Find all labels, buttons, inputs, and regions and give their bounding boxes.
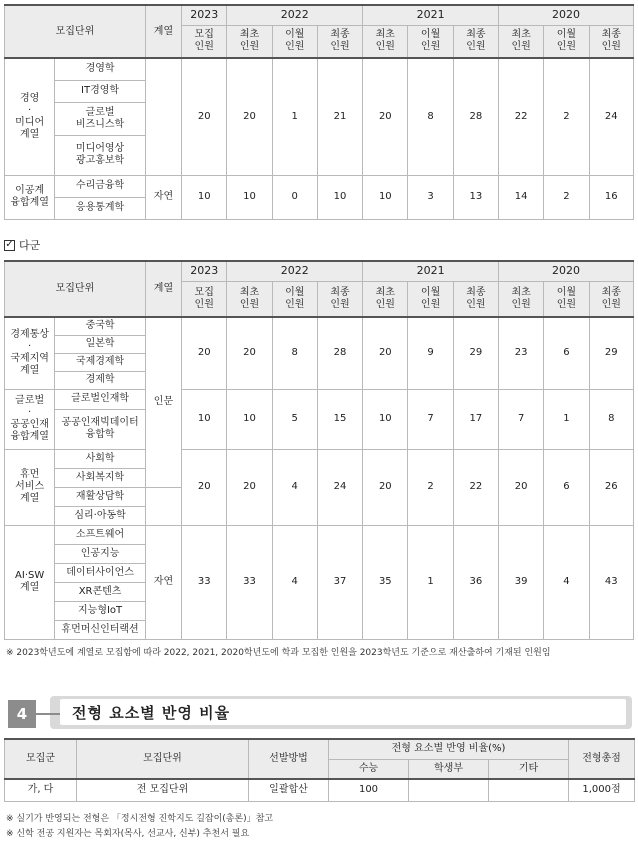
header-field: 계열 (145, 5, 181, 58)
major-cell: 국제경제학 (55, 353, 146, 371)
header-total: 전형총점 (569, 739, 635, 779)
value-cell: 20 (227, 449, 272, 525)
value-cell: 10 (182, 389, 227, 449)
value-cell: 22 (453, 449, 498, 525)
value-cell: 20 (227, 58, 272, 175)
header-recruit: 모집 인원 (182, 281, 227, 317)
value-cell: 37 (317, 525, 362, 639)
recruitment-table-da (4, 260, 634, 640)
value-cell: 24 (589, 58, 633, 175)
row-method: 일괄합산 (249, 779, 329, 801)
major-cell: 데이터사이언스 (55, 563, 146, 582)
value-cell: 16 (589, 175, 633, 219)
value-cell: 6 (544, 317, 589, 389)
note-recount: ※ 2023학년도에 계열로 모집함에 따라 2022, 2021, 2020학년도에 학과 모집한 인원을 2023학년도 기준으로 재산출하여 기재된 인원임 (6, 648, 551, 658)
value-cell: 5 (272, 389, 317, 449)
row-record (409, 779, 489, 801)
value-cell: 20 (499, 449, 544, 525)
row-unit: 전 모집단위 (77, 779, 249, 801)
header-initial: 최초 인원 (499, 281, 544, 317)
value-cell: 20 (363, 449, 408, 525)
major-cell: 글로벌 비즈니스학 (55, 102, 146, 135)
value-cell: 20 (182, 317, 227, 389)
major-cell: 사회학 (55, 449, 146, 468)
field-cell (145, 58, 181, 175)
value-cell: 4 (544, 525, 589, 639)
header-carry: 이월 인원 (408, 281, 453, 317)
ratio-table (4, 738, 635, 802)
header-year-2023: 2023 (182, 5, 227, 25)
major-cell: 응용통계학 (55, 197, 146, 219)
header-field: 계열 (145, 261, 181, 317)
value-cell: 2 (544, 58, 589, 175)
value-cell: 10 (363, 389, 408, 449)
header-year-2020: 2020 (499, 5, 634, 25)
major-cell: 수리금융학 (55, 175, 146, 197)
header-final: 최종 인원 (589, 25, 633, 58)
value-cell: 33 (182, 525, 227, 639)
value-cell: 8 (589, 389, 633, 449)
header-unit: 모집단위 (5, 5, 146, 58)
section-label-da (4, 237, 40, 253)
row-group: 가, 다 (5, 779, 77, 801)
major-cell: 공공인재빅데이터 융합학 (55, 409, 146, 449)
value-cell: 39 (499, 525, 544, 639)
value-cell: 20 (363, 58, 408, 175)
header-final: 최종 인원 (453, 25, 498, 58)
section-label-text: 다군 (19, 239, 41, 252)
value-cell: 1 (272, 58, 317, 175)
header-year-2022: 2022 (227, 5, 363, 25)
header-recruit: 모집 인원 (182, 25, 227, 58)
value-cell: 14 (499, 175, 544, 219)
section-title: 전형 요소별 반영 비율 (60, 699, 626, 725)
value-cell: 23 (499, 317, 544, 389)
header-carry: 이월 인원 (544, 25, 589, 58)
header-final: 최종 인원 (453, 281, 498, 317)
major-cell: 소프트웨어 (55, 525, 146, 544)
header-final: 최종 인원 (317, 281, 362, 317)
header-initial: 최초 인원 (363, 281, 408, 317)
header-csat: 수능 (329, 759, 409, 779)
major-cell: 재활상담학 (55, 487, 146, 506)
value-cell: 29 (453, 317, 498, 389)
header-record: 학생부 (409, 759, 489, 779)
value-cell: 9 (408, 317, 453, 389)
major-cell: XR콘텐츠 (55, 582, 146, 601)
value-cell: 20 (227, 317, 272, 389)
value-cell: 20 (182, 58, 227, 175)
group-name: 경영 · 미디어 계열 (5, 58, 55, 175)
value-cell: 1 (544, 389, 589, 449)
value-cell: 35 (363, 525, 408, 639)
major-cell: 일본학 (55, 335, 146, 353)
header-carry: 이월 인원 (408, 25, 453, 58)
value-cell: 8 (272, 317, 317, 389)
value-cell: 26 (589, 449, 633, 525)
row-csat: 100 (329, 779, 409, 801)
note-practical: ※ 실기가 반영되는 전형은 「정시전형 진학지도 길잡이(총론)」참고 (6, 814, 274, 824)
header-method: 선발방법 (249, 739, 329, 779)
section-number: 4 (8, 700, 36, 728)
note-theology: ※ 신학 전공 지원자는 목회자(목사, 선교사, 신부) 추천서 필요 (6, 829, 250, 839)
header-unit: 모집단위 (77, 739, 249, 779)
major-cell: 글로벌인재학 (55, 389, 146, 409)
major-cell: 휴먼머신인터랙션 (55, 620, 146, 639)
field-cell: 자연 (145, 175, 181, 219)
checkbox-checked-icon: ✓ (5, 239, 14, 250)
header-year-2023: 2023 (182, 261, 227, 281)
header-final: 최종 인원 (317, 25, 362, 58)
row-total: 1,000점 (569, 779, 635, 801)
value-cell: 21 (317, 58, 362, 175)
value-cell: 13 (453, 175, 498, 219)
value-cell: 8 (408, 58, 453, 175)
value-cell: 29 (589, 317, 633, 389)
major-cell: 사회복지학 (55, 468, 146, 487)
value-cell: 6 (544, 449, 589, 525)
header-group: 모집군 (5, 739, 77, 779)
value-cell: 1 (408, 525, 453, 639)
header-initial: 최초 인원 (499, 25, 544, 58)
value-cell: 36 (453, 525, 498, 639)
value-cell: 4 (272, 525, 317, 639)
major-cell: IT경영학 (55, 80, 146, 102)
value-cell: 3 (408, 175, 453, 219)
header-carry: 이월 인원 (544, 281, 589, 317)
section-banner (4, 694, 634, 732)
header-year-2022: 2022 (227, 261, 363, 281)
group-name: 이공계 융합계열 (5, 175, 55, 219)
header-initial: 최초 인원 (227, 25, 272, 58)
header-initial: 최초 인원 (363, 25, 408, 58)
value-cell: 20 (182, 449, 227, 525)
value-cell: 10 (317, 175, 362, 219)
field-cell: 인문 (145, 317, 181, 487)
banner-connector (36, 713, 60, 715)
group-name: 경제통상 · 국제지역 계열 (5, 317, 55, 389)
header-other: 기타 (489, 759, 569, 779)
value-cell: 24 (317, 449, 362, 525)
major-cell: 중국학 (55, 317, 146, 335)
value-cell: 20 (363, 317, 408, 389)
header-unit: 모집단위 (5, 261, 146, 317)
header-year-2021: 2021 (363, 5, 499, 25)
value-cell: 10 (363, 175, 408, 219)
value-cell: 28 (453, 58, 498, 175)
value-cell: 43 (589, 525, 633, 639)
value-cell: 10 (227, 175, 272, 219)
header-year-2021: 2021 (363, 261, 499, 281)
value-cell: 7 (499, 389, 544, 449)
value-cell: 2 (408, 449, 453, 525)
value-cell: 10 (182, 175, 227, 219)
major-cell: 경제학 (55, 371, 146, 389)
major-cell: 인공지능 (55, 544, 146, 563)
field-cell: 자연 (145, 525, 181, 639)
value-cell: 28 (317, 317, 362, 389)
major-cell: 미디어영상 광고홍보학 (55, 135, 146, 175)
header-final: 최종 인원 (589, 281, 633, 317)
major-cell: 심리·아동학 (55, 506, 146, 525)
major-cell: 경영학 (55, 58, 146, 80)
value-cell: 7 (408, 389, 453, 449)
value-cell: 33 (227, 525, 272, 639)
value-cell: 2 (544, 175, 589, 219)
header-initial: 최초 인원 (227, 281, 272, 317)
group-name: 휴먼 서비스 계열 (5, 449, 55, 525)
value-cell: 22 (499, 58, 544, 175)
header-carry: 이월 인원 (272, 281, 317, 317)
major-cell: 지능형IoT (55, 601, 146, 620)
recruitment-table-ga (4, 4, 634, 220)
value-cell: 0 (272, 175, 317, 219)
group-name: 글로벌 · 공공인재 융합계열 (5, 389, 55, 449)
value-cell: 17 (453, 389, 498, 449)
value-cell: 15 (317, 389, 362, 449)
value-cell: 10 (227, 389, 272, 449)
group-name: AI·SW 계열 (5, 525, 55, 639)
value-cell: 4 (272, 449, 317, 525)
header-ratio: 전형 요소별 반영 비율(%) (329, 739, 569, 759)
header-carry: 이월 인원 (272, 25, 317, 58)
header-year-2020: 2020 (499, 261, 634, 281)
row-other (489, 779, 569, 801)
